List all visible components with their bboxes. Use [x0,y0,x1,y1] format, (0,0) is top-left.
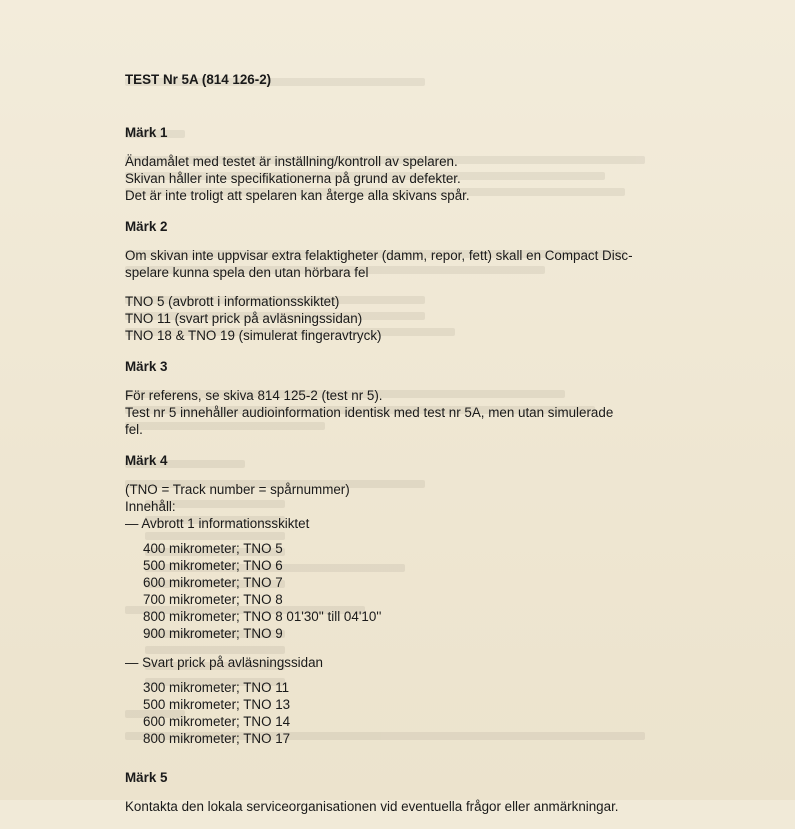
list-item: 500 mikrometer; TNO 13 [143,697,291,712]
section-heading: Märk 1 [125,125,168,140]
list-item: TNO 5 (avbrott i informationsskiktet) [125,294,340,309]
list-item: TNO 18 & TNO 19 (simulerat fingeravtryck) [125,328,382,343]
list-item: 300 mikrometer; TNO 11 [143,680,290,695]
list-item: 700 mikrometer; TNO 8 [143,592,283,607]
text-line: Om skivan inte uppvisar extra felaktigheter (damm, repor, fett) skall en Compact Disc- [125,248,633,263]
list-item: 800 mikrometer; TNO 17 [143,731,291,746]
section-mark-3 [125,358,685,438]
section-heading: Märk 4 [125,453,168,468]
text-line: Test nr 5 innehåller audioinformation identisk med test nr 5A, men utan simulerade [125,405,614,420]
list-item: 400 mikrometer; TNO 5 [143,541,283,556]
text-line: Kontakta den lokala serviceorganisationen vid eventuella frågor eller anmärkningar. [125,799,619,814]
list-item: 600 mikrometer; TNO 7 [143,575,283,590]
section-heading: Märk 5 [125,770,168,785]
section-heading: Märk 3 [125,359,168,374]
list-item: 600 mikrometer; TNO 14 [143,714,291,729]
measurement-list [125,679,685,747]
group-label: — Svart prick på avläsningssidan [125,655,323,670]
text-line: Skivan håller inte specifikationerna på grund av defekter. [125,171,461,186]
text-line: Det är inte troligt att spelaren kan återge alla skivans spår. [125,188,470,203]
document-body [125,71,685,829]
paragraph [125,247,685,281]
list-item: TNO 11 (svart prick på avläsningssidan) [125,311,363,326]
section-heading: Märk 2 [125,219,168,234]
text-line: För referens, se skiva 814 125-2 (test nr 5). [125,388,383,403]
section-mark-1 [125,124,685,204]
section-mark-4 [125,452,685,747]
section-mark-2 [125,218,685,344]
text-line: fel. [125,422,143,437]
text-line: Ändamålet med testet är inställning/kontroll av spelaren. [125,154,458,169]
contents-label: Innehåll: [125,499,176,514]
list-item: 500 mikrometer; TNO 6 [143,558,283,573]
page-title: TEST Nr 5A (814 126-2) [125,72,272,87]
text-line: spelare kunna spela den utan hörbara fel [125,265,369,280]
section-mark-5 [125,769,685,815]
group-label: — Avbrott 1 informationsskiktet [125,516,310,531]
list-item: 800 mikrometer; TNO 8 01'30'' till 04'10'' [143,609,382,624]
list-item: 900 mikrometer; TNO 9 [143,626,283,641]
tno-definition: (TNO = Track number = spårnummer) [125,482,350,497]
measurement-list [125,540,685,642]
